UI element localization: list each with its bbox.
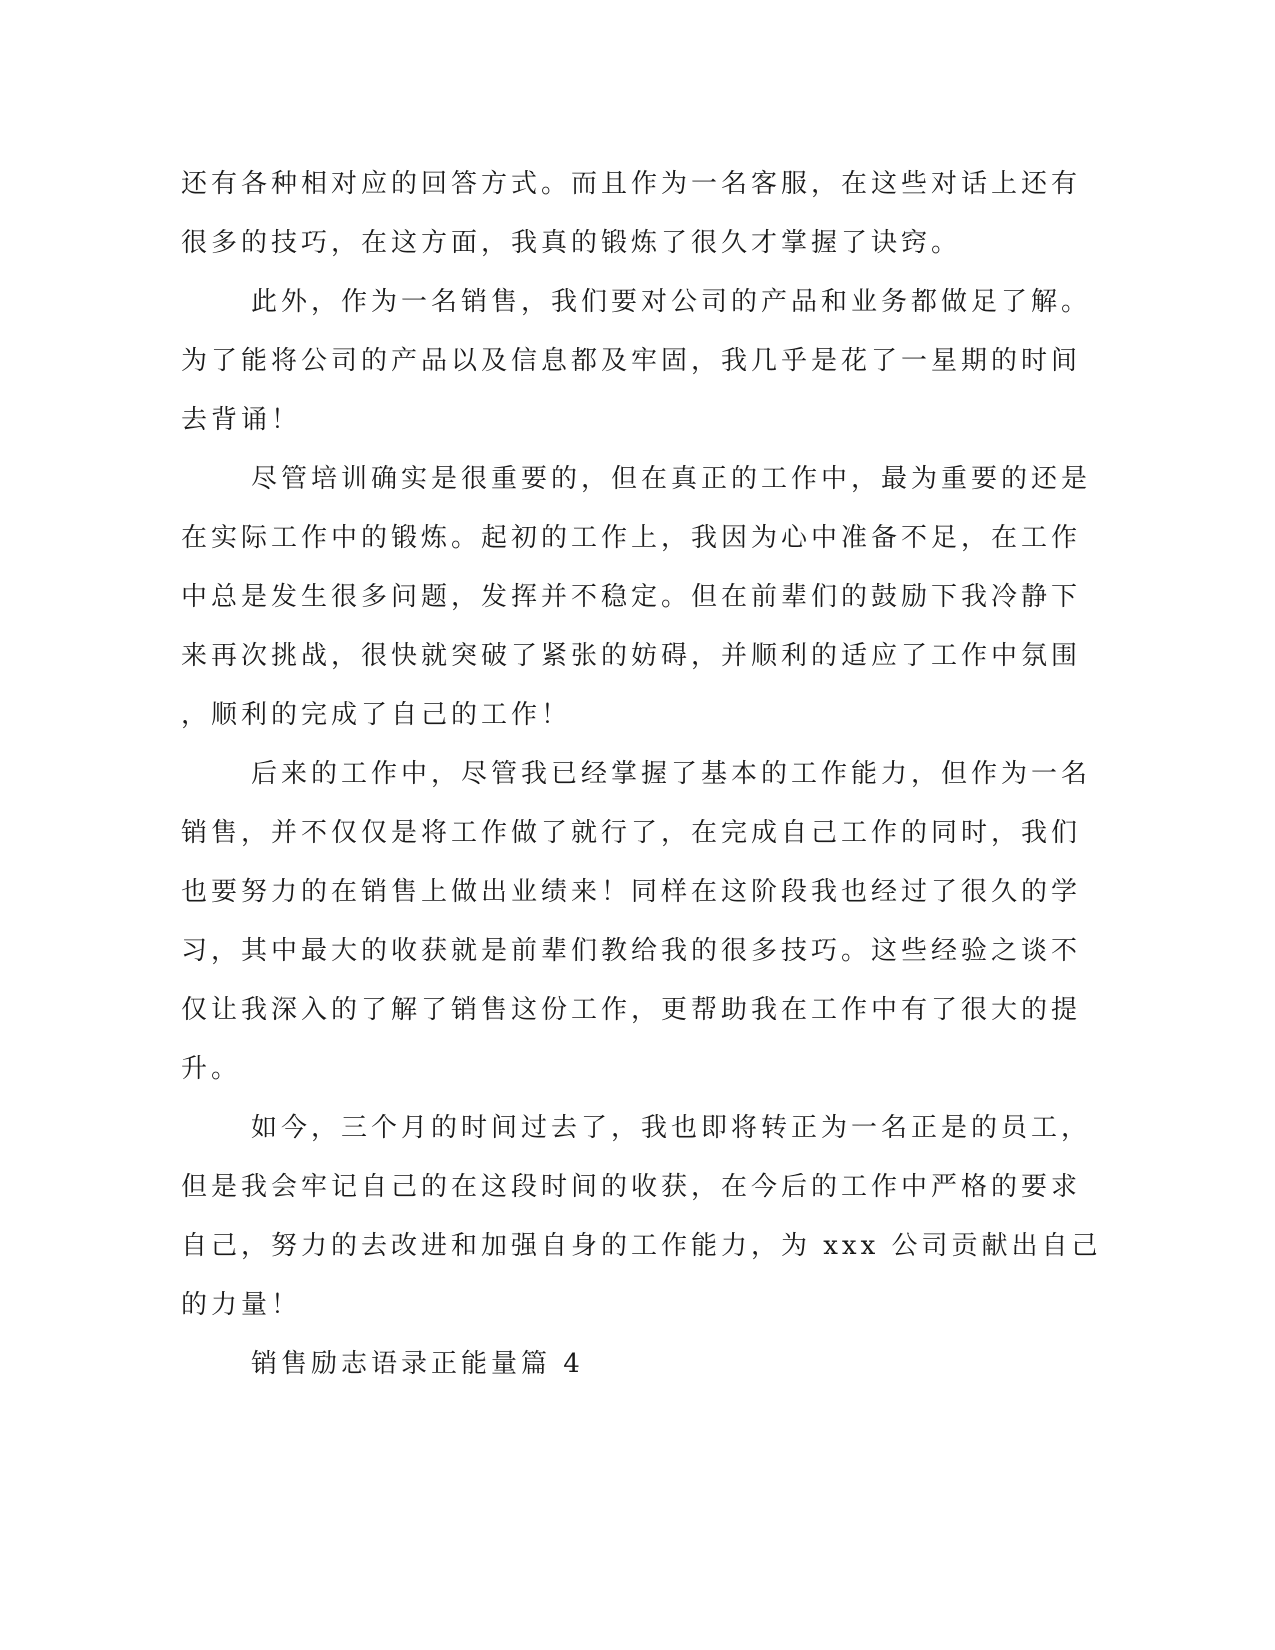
- text-line: 此外，作为一名销售，我们要对公司的产品和业务都做足了解。: [251, 287, 1092, 317]
- section-title: 销售励志语录正能量篇 4: [251, 1349, 584, 1379]
- paragraph-1: [181, 155, 1082, 273]
- text-line: 为了能将公司的产品以及信息都及牢固，我几乎是花了一星期的时间: [181, 346, 1082, 376]
- text-line: 仅让我深入的了解了销售这份工作，更帮助我在工作中有了很大的提: [181, 995, 1082, 1025]
- text-line: 升。: [181, 1054, 242, 1084]
- text-line: 如今，三个月的时间过去了，我也即将转正为一名正是的员工，: [251, 1113, 1092, 1143]
- text-line: 后来的工作中，尽管我已经掌握了基本的工作能力，但作为一名: [251, 759, 1092, 789]
- text-line: 中总是发生很多问题，发挥并不稳定。但在前辈们的鼓励下我冷静下: [181, 582, 1082, 612]
- text-line: 习，其中最大的收获就是前辈们教给我的很多技巧。这些经验之谈不: [181, 936, 1082, 966]
- text-line: 但是我会牢记自己的在这段时间的收获，在今后的工作中严格的要求: [181, 1172, 1082, 1202]
- text-line: 去背诵！: [181, 405, 302, 435]
- paragraph-5: [181, 1099, 1102, 1335]
- paragraph-2: [181, 273, 1092, 450]
- section-heading: [181, 1335, 1041, 1394]
- document-body: [181, 155, 1102, 1394]
- text-line: 自己，努力的去改进和加强自身的工作能力，为 xxx 公司贡献出自己: [181, 1231, 1102, 1261]
- text-line: 的力量！: [181, 1290, 302, 1320]
- text-line: 很多的技巧，在这方面，我真的锻炼了很久才掌握了诀窍。: [181, 228, 962, 258]
- paragraph-4: [181, 745, 1092, 1099]
- text-line: 还有各种相对应的回答方式。而且作为一名客服，在这些对话上还有: [181, 169, 1082, 199]
- text-line: ，顺利的完成了自己的工作！: [181, 700, 572, 730]
- paragraph-3: [181, 450, 1092, 745]
- text-line: 在实际工作中的锻炼。起初的工作上，我因为心中准备不足，在工作: [181, 523, 1082, 553]
- text-line: 来再次挑战，很快就突破了紧张的妨碍，并顺利的适应了工作中氛围: [181, 641, 1082, 671]
- text-line: 尽管培训确实是很重要的，但在真正的工作中，最为重要的还是: [251, 464, 1092, 494]
- text-line: 也要努力的在销售上做出业绩来！同样在这阶段我也经过了很久的学: [181, 877, 1082, 907]
- text-line: 销售，并不仅仅是将工作做了就行了，在完成自己工作的同时，我们: [181, 818, 1082, 848]
